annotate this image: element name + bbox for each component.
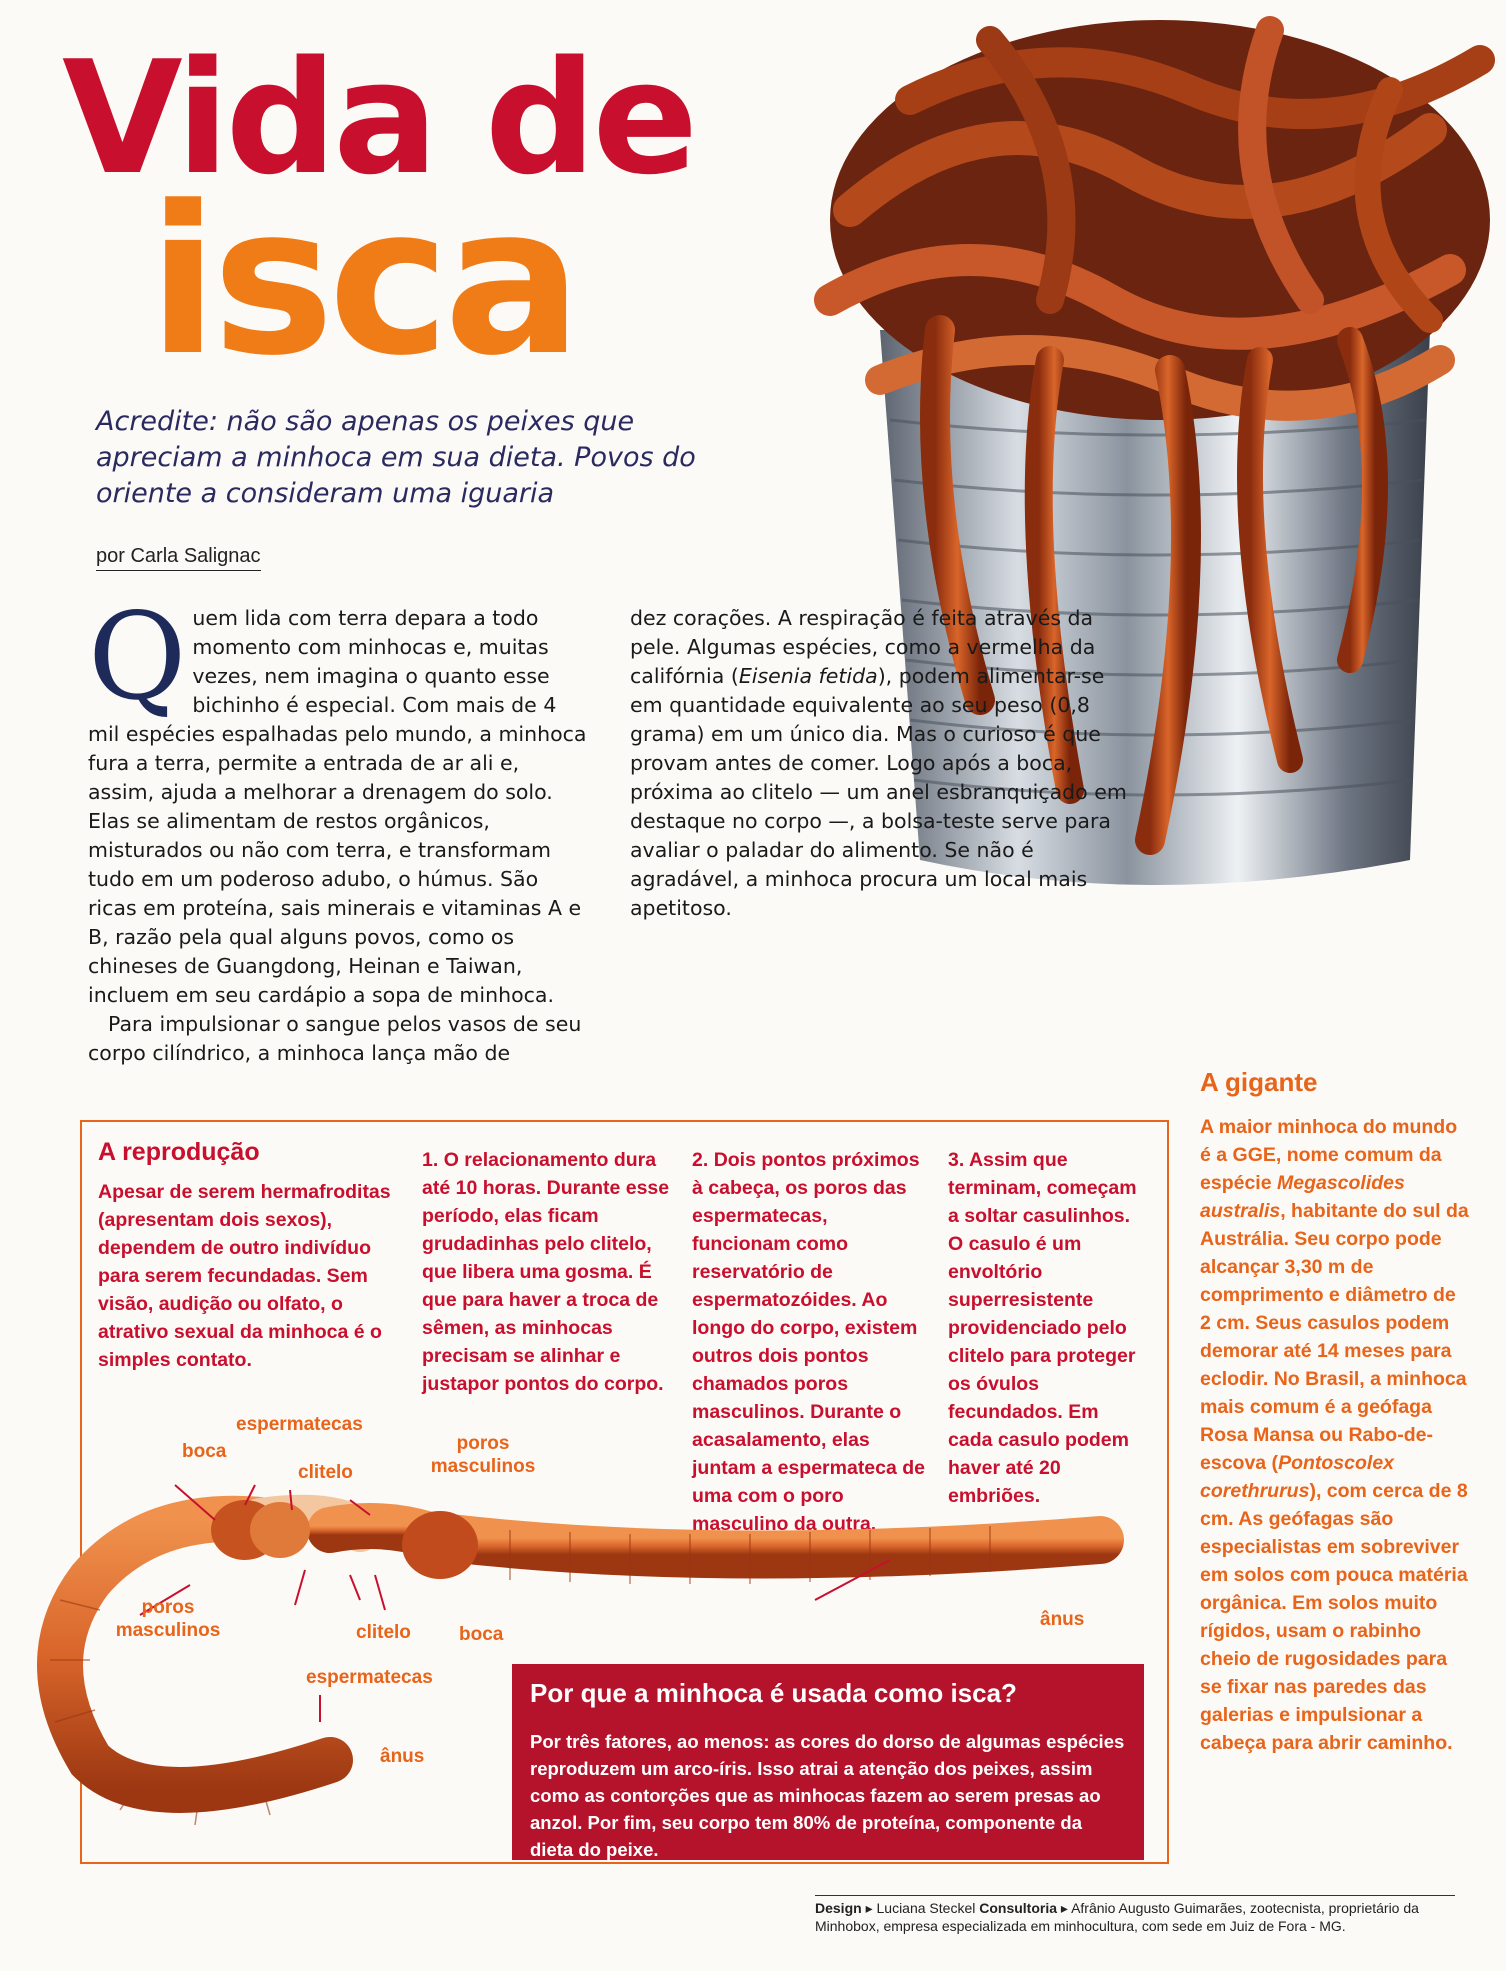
step-number: 3.	[948, 1149, 965, 1171]
label-anus-left: ânus	[380, 1746, 425, 1767]
label-espermatecas-top: espermatecas	[236, 1414, 363, 1435]
bait-text: Por três fatores, ao menos: as cores do dorso de algumas espécies reproduzem um arco-íris. Isso atrai a atenção dos peixes, assim como as contorções que as minhocas fazem ao serem presas ao anzol. Por fim, seu corpo tem 80% de proteína, componente da dieta do peixe.	[530, 1731, 1125, 1860]
paragraph-2: Para impulsionar o sangue pelos vasos de seu corpo cilíndrico, a minhoca lança mão de	[88, 1012, 582, 1065]
label-boca-bottom: boca	[459, 1624, 504, 1645]
reproduction-intro: Apesar de serem hermafroditas (apresentam dois sexos), dependem de outro indivíduo para serem fecundadas. Sem visão, audição ou olfato, o atrativo sexual da minhoca é o simples contato.	[98, 1181, 391, 1371]
label-anus-right: ânus	[1040, 1609, 1085, 1630]
subtitle: Acredite: não são apenas os peixes que apreciam a minhoca em sua dieta. Povos do oriente a consideram uma iguaria	[96, 406, 696, 509]
dropcap: Q	[88, 588, 187, 727]
bait-heading: Por que a minhoca é usada como isca?	[530, 1678, 1017, 1708]
step-3: 3. Assim que terminam, começam a soltar casulinhos. O casulo é um envoltório superresistente providenciado pelo clitelo para proteger os óvulos fecundados. Em cada casulo podem haver até 20 embriões.	[948, 1149, 1137, 1507]
paragraph-1	[88, 588, 590, 1010]
paragraph-1-text: uem lida com terra depara a todo momento com minhocas e, muitas vezes, nem imagina o quanto esse bichinho é especial. Com mais de 4 mil espécies espalhadas pelo mundo, a minhoca fura a terra, permite a entrada de ar ali e, assim, ajuda a melhorar a drenagem do solo. Elas se alimentam de restos orgânicos, misturados ou não com terra, e transformam tudo em um poderoso adubo, o húmus. São ricas em proteína, sais minerais e vitaminas A e B, razão pela qual alguns povos, como os chineses de Guangdong, Heinan e Taiwan, incluem em seu cardápio a sopa de minhoca.	[88, 606, 587, 1007]
giant-heading: A gigante	[1200, 1067, 1318, 1097]
step-2: 2. Dois pontos próximos à cabeça, os poros das espermatecas, funcionam como reservatório de espermatozóides. Ao longo do corpo, existem outros dois pontos chamados poros masculinos. Durante o acasalamento, elas juntam a espermateca de uma com o poro masculino da outra.	[692, 1149, 926, 1535]
label-clitelo-top: clitelo	[298, 1462, 353, 1483]
title-line-2: isca	[148, 163, 577, 401]
credits: Design ▸ Luciana Steckel Consultoria ▸ Afrânio Augusto Guimarães, zootecnista, proprietário da Minhobox, empresa especializada em minhocultura, com sede em Juiz de Fora - MG.	[815, 1895, 1455, 1935]
step-1: 1. O relacionamento dura até 10 horas. Durante esse período, elas ficam grudadinhas pelo clitelo, que libera uma gosma. É que para haver a troca de sêmen, as minhocas precisam se alinhar e justapor pontos do corpo.	[422, 1149, 670, 1395]
label-poros-left: poros masculinos	[115, 1597, 221, 1641]
title-line-1: Vida de	[62, 27, 695, 209]
label-poros-top: poros masculinos	[430, 1433, 536, 1477]
reproduction-heading: A reprodução	[98, 1138, 260, 1166]
giant-text: A maior minhoca do mundo é a GGE, nome comum da espécie Megascolides australis, habitante do sul da Austrália. Seu corpo pode alcançar 3,30 m de comprimento e diâmetro de 2 cm. Seus casulos podem demorar até 14 meses para eclodir. No Brasil, a minhoca mais comum é a geófaga Rosa Mansa ou Rabo-de-escova (Pontoscolex corethrurus), com cerca de 8 cm. As geófagas são especialistas em sobreviver em solos com pouca matéria orgânica. Em solos muito rígidos, usam o rabinho cheio de rugosidades para se fixar nas paredes das galerias e impulsionar a cabeça para abrir caminho.	[1200, 1116, 1469, 1754]
byline: por Carla Salignac	[96, 545, 261, 571]
article-column-1	[88, 588, 590, 1068]
label-boca-top: boca	[182, 1441, 227, 1462]
paragraph-3: dez corações. A respiração é feita através da pele. Algumas espécies, como a vermelha da califórnia (Eisenia fetida), podem alimentar-se em quantidade equivalente ao seu peso (0,8 grama) em um único dia. Mas o curioso é que provam antes de comer. Logo após a boca, próxima ao clitelo — um anel esbranquiçado em destaque no corpo —, a bolsa-teste serve para avaliar o paladar do alimento. Se não é agradável, a minhoca procura um local mais apetitoso.	[630, 606, 1127, 920]
article-column-2	[630, 604, 1140, 923]
label-espermatecas-bottom: espermatecas	[306, 1667, 433, 1688]
species-name: Eisenia fetida	[738, 664, 878, 688]
label-clitelo-bottom: clitelo	[356, 1622, 411, 1643]
step-number: 2.	[692, 1149, 709, 1171]
step-number: 1.	[422, 1149, 439, 1171]
